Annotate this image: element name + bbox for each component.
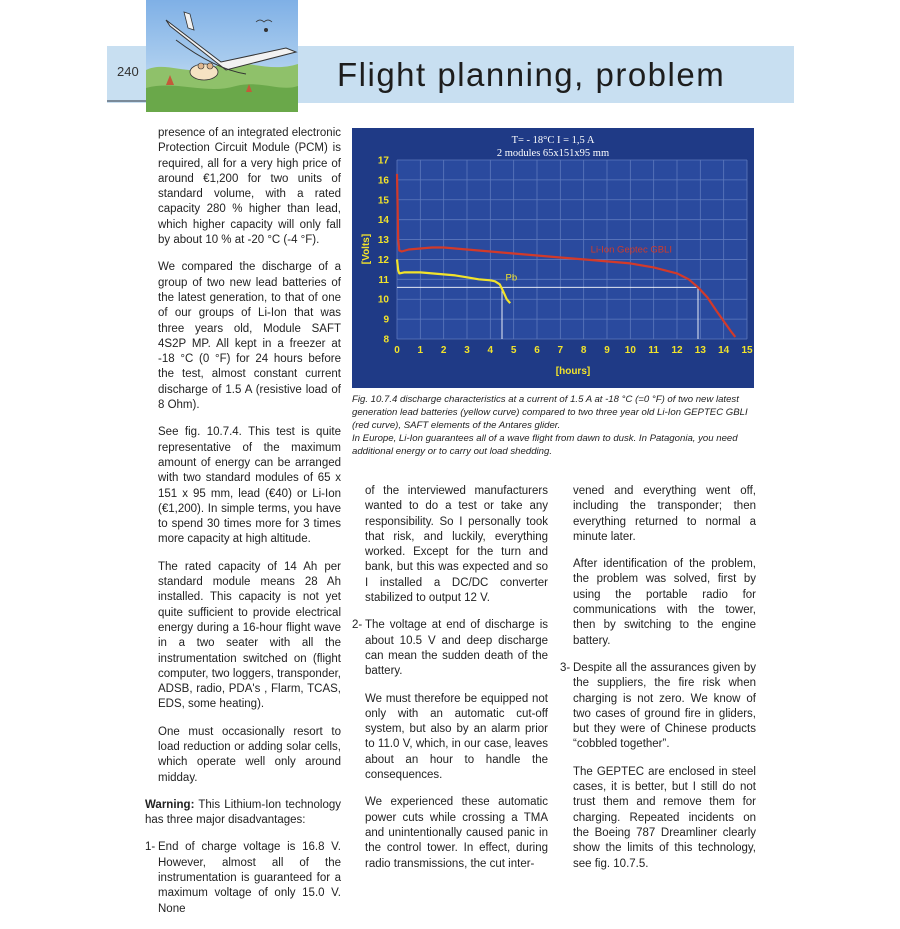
x-tick-label: 12 xyxy=(671,345,683,356)
x-tick-label: 6 xyxy=(534,345,540,356)
y-tick-label: 9 xyxy=(383,314,389,326)
list-number: 2- xyxy=(352,619,363,632)
list-item xyxy=(560,661,756,753)
x-tick-label: 7 xyxy=(557,345,564,356)
y-tick-label: 16 xyxy=(377,175,389,187)
x-tick-label: 8 xyxy=(580,345,587,356)
text-column-3 xyxy=(560,484,756,884)
warning-text: This Lithium-Ion technology has three major disadvantages: xyxy=(145,798,341,827)
page-title: Flight planning, problem xyxy=(337,56,726,93)
series-label-pb: Pb xyxy=(505,272,518,284)
y-axis-label: [Volts] xyxy=(361,233,372,265)
paragraph: The GEPTEC are enclosed in steel cases, it is better, but I still do not trust them and remove them for charging. Repeated incidents on the Boeing 787 Dreamliner clearly show the limits of this technology, see fig. 10.7.5. xyxy=(573,765,756,870)
y-tick-label: 10 xyxy=(377,294,389,306)
x-tick-label: 2 xyxy=(440,345,447,356)
paragraph: presence of an integrated electronic Protection Circuit Module (PCM) is required, all for a very high price of around €1,200 for two units of standard volume, with a rated capacity 280 % higher than lead, which higher capacity will only fall by about 10 % at -20 °C (-4 °F). xyxy=(158,127,341,247)
list-text: The voltage at end of discharge is about 10.5 V and deep discharge can mean the sudden death of the battery. xyxy=(365,619,548,678)
caption-line: In Europe, Li-Ion guarantees all of a wave flight from dawn to dusk. In Patagonia, you need additional energy or to carry out load shedding. xyxy=(352,433,738,457)
y-tick-label: 15 xyxy=(377,195,389,207)
x-tick-label: 1 xyxy=(417,345,424,356)
y-tick-label: 8 xyxy=(383,334,389,346)
x-tick-label: 15 xyxy=(741,345,753,356)
list-item xyxy=(145,840,341,916)
paragraph: After identification of the problem, the problem was solved, first by using the portable radio for communications with the tower, then by switching to the engine battery. xyxy=(573,558,756,647)
header-rule xyxy=(107,100,147,102)
text-column-1 xyxy=(145,126,341,929)
paragraph: The rated capacity of 14 Ah per standard module means 28 Ah installed. This capacity is not yet quite sufficient to provide electrical energy during a 16-hour flight wave in a two seater with all the instrumentation switched on (flight computer, two loggers, transponder, ADSB, radio, PDA's , Flarm, TCAS, EDS, some heating). xyxy=(158,560,341,711)
x-tick-label: 4 xyxy=(487,345,494,356)
chart-title: T= - 18°C I = 1,5 A xyxy=(511,135,595,146)
x-tick-label: 9 xyxy=(604,345,610,356)
y-tick-label: 13 xyxy=(377,235,389,247)
plot-area xyxy=(397,160,747,339)
discharge-chart-svg xyxy=(352,128,754,388)
warning-paragraph xyxy=(145,798,341,829)
list-item xyxy=(352,618,548,679)
caption-line: Fig. 10.7.4 discharge characteristics at a current of 1.5 A at -18 °C (=0 °F) of two new latest generation lead batteries (yellow curve) compared to two three year old Li-Ion GEPTEC GBLI (red curve), SAFT elements of the Antares glider. xyxy=(352,394,748,431)
list-text: Despite all the assurances given by the suppliers, the fire risk when charging is not zero. We know of two cases of ground fire in gliders, but they were of Chinese products “cobbled together”. xyxy=(573,661,756,751)
discharge-chart xyxy=(352,128,754,388)
series-label-li-ion: Li-Ion Geptec GBLI xyxy=(590,244,672,256)
text-column-2 xyxy=(352,484,548,884)
figure-caption xyxy=(352,393,762,458)
y-tick-label: 17 xyxy=(377,155,389,167)
x-tick-label: 10 xyxy=(624,345,636,356)
x-tick-label: 5 xyxy=(510,345,517,356)
paragraph: vened and everything went off, including the transponder; then everything returned to normal a minute later. xyxy=(573,485,756,543)
paragraph: We must therefore be equipped not only with an automatic cut-off system, but also by an alarm prior to 11.0 V, which, in our case, leaves about an hour to handle the consequences. xyxy=(365,692,548,782)
paragraph: One must occasionally resort to load reduction or adding solar cells, which operate well only around midday. xyxy=(158,725,341,784)
list-text: End of charge voltage is 16.8 V. However, almost all of the instrumentation is guaranteed for a maximum voltage of only 15.0 V. None xyxy=(158,841,341,915)
y-tick-label: 11 xyxy=(378,274,389,286)
paragraph: of the interviewed manufacturers wanted to do a test or take any responsibility. So I personally took that risk, and luckily, everything worked. Except for the turn and bank, but this was expected and so I installed a DC/DC converter stabilized to output 12 V. xyxy=(365,485,548,605)
chart-subtitle: 2 modules 65x151x95 mm xyxy=(496,148,610,159)
paragraph: We experienced these automatic power cuts while crossing a TMA and unintentionally caused panic in the control tower. In effect, during radio transmissions, the cut inter- xyxy=(365,796,548,870)
warning-label: Warning: xyxy=(145,798,195,811)
paragraph: We compared the discharge of a group of two new lead batteries of the latest generation, to that of one of our groups of Li-Ion that was three years old, Module SAFT 4S2P MP. All kept in a freezer at -18 °C (0 °F) for 24 hours before the test, almost constant current discharge of 1.5 A (resistive load of 8 Ohm). xyxy=(158,261,341,412)
x-tick-label: 3 xyxy=(464,345,470,356)
y-tick-label: 12 xyxy=(377,254,389,266)
list-number: 3- xyxy=(560,661,571,674)
glider-illustration xyxy=(146,0,298,112)
page-number: 240 xyxy=(117,64,139,79)
paragraph: See fig. 10.7.4. This test is quite representative of the maximum amount of energy can be arranged with two standard modules of 65 x 151 x 95 mm, lead (€40) or Li-Ion (€1,200). In simple terms, you have to spend 30 times more for 3 times more capacity at high altitude. xyxy=(158,426,341,546)
x-tick-label: 0 xyxy=(394,345,400,356)
y-tick-label: 14 xyxy=(377,215,389,227)
list-number: 1- xyxy=(145,841,156,854)
x-tick-label: 11 xyxy=(648,345,659,356)
x-tick-label: 13 xyxy=(694,345,706,356)
x-tick-label: 14 xyxy=(718,345,730,356)
x-axis-label: [hours] xyxy=(555,366,591,377)
